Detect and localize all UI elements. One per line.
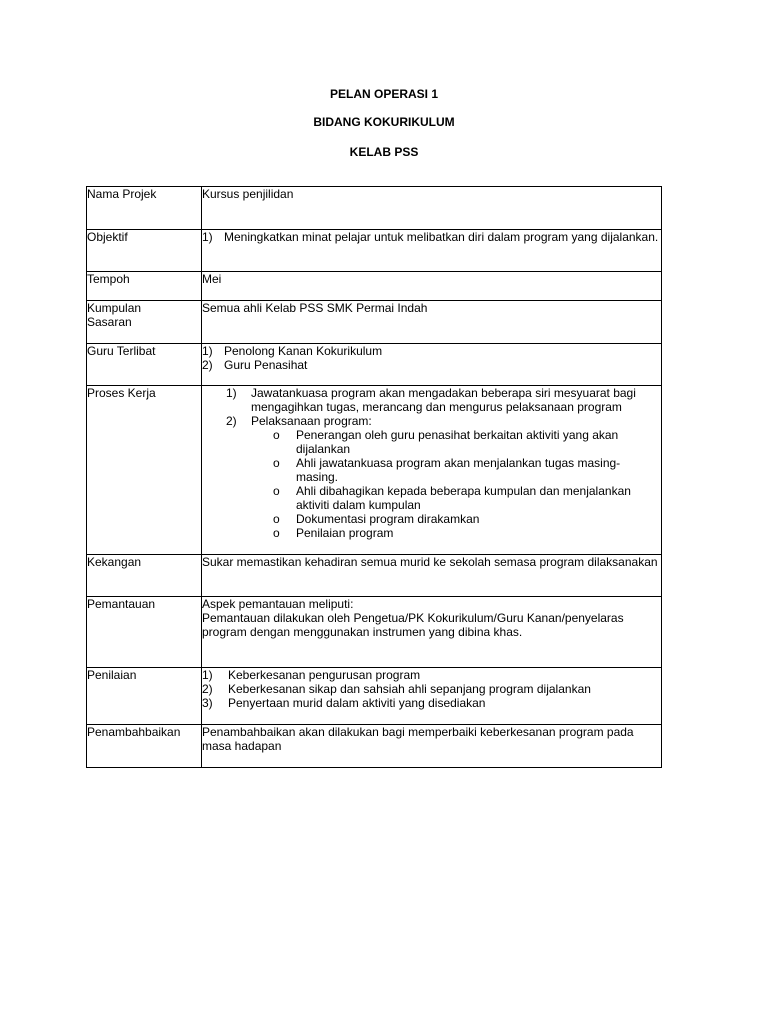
list-item <box>202 682 661 696</box>
row-value <box>202 386 662 555</box>
item-text: Penyertaan murid dalam aktiviti yang disediakan <box>228 696 486 710</box>
row-value: Penambahbaikan akan dilakukan bagi memperbaiki keberkesanan program pada masa hadapan <box>202 725 662 768</box>
table-row <box>87 386 662 555</box>
bullet-icon: o <box>273 484 280 498</box>
row-label: Penilaian <box>87 668 202 725</box>
item-number: 2) <box>226 414 237 428</box>
row-value <box>202 668 662 725</box>
list-item <box>202 668 661 682</box>
item-text: Ahli dibahagikan kepada beberapa kumpulan dan menjalankan aktiviti dalam kumpulan <box>296 484 631 512</box>
row-value: Mei <box>202 272 662 301</box>
club-name: KELAB PSS <box>349 145 419 159</box>
document-subtitle: BIDANG KOKURIKULUM <box>313 115 455 129</box>
table-row <box>87 725 662 768</box>
monitoring-detail: Pemantauan dilakukan oleh Pengetua/PK Kokurikulum/Guru Kanan/penyelaras program dengan menggunakan instrumen yang dibina khas. <box>202 611 624 639</box>
row-value: Kursus penjilidan <box>202 187 662 230</box>
item-number: 1) <box>202 668 213 682</box>
list-item <box>226 414 661 428</box>
item-text: Penilaian program <box>296 526 394 540</box>
operation-plan-table <box>86 186 662 768</box>
work-process <box>202 386 661 540</box>
row-label: Guru Terlibat <box>87 344 202 386</box>
row-label: Proses Kerja <box>87 386 202 555</box>
item-number: 1) <box>226 386 237 400</box>
table-row <box>87 555 662 597</box>
list-item <box>273 526 661 540</box>
teacher-list <box>202 344 661 372</box>
bullet-icon: o <box>273 456 280 470</box>
table-row <box>87 272 662 301</box>
monitoring-intro: Aspek pemantauan meliputi: <box>202 597 354 611</box>
row-label: Pemantauan <box>87 597 202 668</box>
list-item <box>273 512 661 526</box>
objective-list <box>202 230 661 244</box>
table-row <box>87 597 662 668</box>
bullet-icon: o <box>273 512 280 526</box>
row-label: Tempoh <box>87 272 202 301</box>
row-value <box>202 344 662 386</box>
item-text: Keberkesanan pengurusan program <box>228 668 421 682</box>
item-number: 3) <box>202 696 213 710</box>
item-text: Penolong Kanan Kokurikulum <box>224 344 383 358</box>
evaluation-list <box>202 668 661 710</box>
bullet-icon: o <box>273 526 280 540</box>
table-row <box>87 344 662 386</box>
list-item <box>226 386 661 414</box>
row-label-line: Sasaran <box>87 315 132 329</box>
item-number: 2) <box>202 358 213 372</box>
row-label: Nama Projek <box>87 187 202 230</box>
list-item <box>273 428 661 456</box>
row-value: Semua ahli Kelab PSS SMK Permai Indah <box>202 301 662 344</box>
list-item <box>273 484 661 512</box>
table-row <box>87 668 662 725</box>
item-text: Penerangan oleh guru penasihat berkaitan aktiviti yang akan dijalankan <box>296 428 619 456</box>
row-label: Kekangan <box>87 555 202 597</box>
item-number: 1) <box>202 230 213 244</box>
item-text: Jawatankuasa program akan mengadakan beberapa siri mesyuarat bagi mengagihkan tugas, merancang dan mengurus pelaksanaan program <box>251 386 636 414</box>
list-item <box>202 230 661 244</box>
row-value <box>202 597 662 668</box>
item-number: 2) <box>202 682 213 696</box>
row-label-line: Kumpulan <box>87 301 142 315</box>
bullet-icon: o <box>273 428 280 442</box>
row-value <box>202 230 662 272</box>
table-row <box>87 301 662 344</box>
item-text: Guru Penasihat <box>224 358 308 372</box>
item-text: Ahli jawatankuasa program akan menjalankan tugas masing-masing. <box>296 456 621 484</box>
process-sub-list <box>226 428 661 540</box>
row-label: Objektif <box>87 230 202 272</box>
list-item <box>202 358 661 372</box>
document-title: PELAN OPERASI 1 <box>329 87 439 101</box>
list-item <box>202 696 661 710</box>
list-item <box>202 344 661 358</box>
item-text: Dokumentasi program dirakamkan <box>296 512 480 526</box>
list-item <box>273 456 661 484</box>
row-value: Sukar memastikan kehadiran semua murid ke sekolah semasa program dilaksanakan <box>202 555 662 597</box>
process-list <box>226 386 661 428</box>
table-row <box>87 230 662 272</box>
row-label <box>87 301 202 344</box>
table-row <box>87 187 662 230</box>
item-text: Pelaksanaan program: <box>251 414 372 428</box>
item-text: Keberkesanan sikap dan sahsiah ahli sepanjang program dijalankan <box>228 682 591 696</box>
item-number: 1) <box>202 344 213 358</box>
item-text: Meningkatkan minat pelajar untuk melibatkan diri dalam program yang dijalankan. <box>224 230 659 244</box>
row-label: Penambahbaikan <box>87 725 202 768</box>
